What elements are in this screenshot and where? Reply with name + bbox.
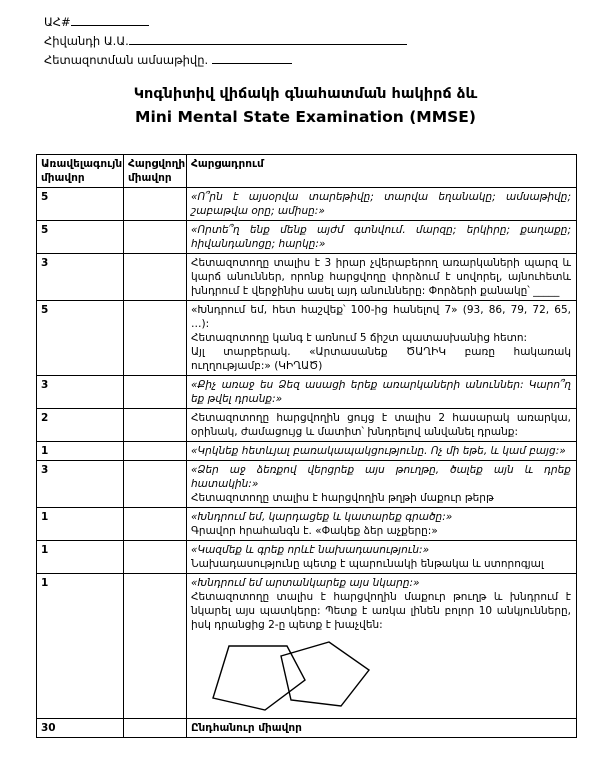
table-row xyxy=(37,221,577,254)
question-cell xyxy=(187,442,577,461)
patient-name-field[interactable] xyxy=(44,33,407,48)
patient-score-cell[interactable] xyxy=(124,254,187,301)
question-text: «Կազմեք և գրեք որևէ նախադասություն:» xyxy=(191,544,430,556)
question-text: Նախադասությունը պետք է պարունակի ենթակա և ստորոգյալ xyxy=(191,558,544,570)
patient-score-cell[interactable] xyxy=(124,461,187,508)
question-text: Հետազոտողը կանգ է առնում 5 ճիշտ պատասխանից հետո: xyxy=(191,332,528,344)
question-text: Գրավոր հրահանգն է. «Փակեք ձեր աչքերը:» xyxy=(191,525,438,537)
max-score-cell: 1 xyxy=(37,508,124,541)
column-header-question: Հարցադրում xyxy=(187,155,577,188)
question-cell xyxy=(187,376,577,409)
question-cell xyxy=(187,508,577,541)
table-row xyxy=(37,376,577,409)
patient-score-cell[interactable] xyxy=(124,376,187,409)
table-row xyxy=(37,254,577,301)
question-text: «Խնդրում եմ, կարդացեք և կատարեք գրածը:» xyxy=(191,511,453,523)
max-score-cell: 3 xyxy=(37,461,124,508)
question-cell xyxy=(187,574,577,719)
question-cell xyxy=(187,188,577,221)
table-row xyxy=(37,301,577,376)
patient-score-cell[interactable] xyxy=(124,301,187,376)
question-text: «Ձեր աջ ձեռքով վերցրեք այս թուղթը, ծալեք այն և դրեք հատակին:» xyxy=(191,464,571,490)
table-row xyxy=(37,574,577,719)
question-cell xyxy=(187,541,577,574)
pentagon-shape xyxy=(281,642,369,706)
patient-score-cell[interactable] xyxy=(124,188,187,221)
table-row xyxy=(37,409,577,442)
mmse-table xyxy=(36,154,577,738)
max-score-cell: 1 xyxy=(37,541,124,574)
question-text: «Խնդրում եմ, հետ հաշվեք՝ 100-ից հանելով 7» (93, 86, 79, 72, 65, …): xyxy=(191,304,571,330)
question-text: Հետազոտողը տալիս է հարցվողին թղթի մաքուր թերթ xyxy=(191,492,494,504)
patient-score-cell[interactable] xyxy=(124,541,187,574)
max-score-cell: 1 xyxy=(37,442,124,461)
total-patient-score-cell[interactable] xyxy=(124,719,187,738)
record-number-label: ԱՀ# xyxy=(44,15,71,29)
table-row xyxy=(37,461,577,508)
exam-date-field[interactable] xyxy=(44,52,292,67)
patient-score-cell[interactable] xyxy=(124,221,187,254)
question-text: «Ո՞րն է այսօրվա տարեթիվը; տարվա եղանակը; ամսաթիվը; շաբաթվա օրը; ամիսը:» xyxy=(191,191,571,217)
question-cell xyxy=(187,301,577,376)
table-row xyxy=(37,508,577,541)
max-score-cell: 5 xyxy=(37,188,124,221)
intersecting-pentagons-drawing xyxy=(201,636,371,716)
total-max-score: 30 xyxy=(37,719,124,738)
question-cell xyxy=(187,221,577,254)
exam-date-line[interactable] xyxy=(212,52,292,64)
record-number-field[interactable] xyxy=(44,14,149,29)
max-score-cell: 5 xyxy=(37,301,124,376)
question-text: «Կրկնեք հետևյալ բառակապակցությունը. Ոչ մի եթե, և կամ բայց:» xyxy=(191,445,566,457)
table-row xyxy=(37,541,577,574)
question-text: Հետազոտողը տալիս է 3 իրար չվերաբերող առարկաների պարզ և կարճ անուններ, որոնք հարցվողը փորձում է սովորել, այնուհետև խնդրում է վերջինիս ասել այդ անունները: Փորձերի քանակը՝ _____ xyxy=(191,257,571,297)
max-score-cell: 1 xyxy=(37,574,124,719)
question-text: «Որտե՞ղ ենք մենք այժմ գտնվում. մարզը; երկիրը; քաղաքը; հիվանդանոցը; հարկը:» xyxy=(191,224,571,250)
page-title-english: Mini Mental State Examination (MMSE) xyxy=(135,108,476,126)
column-header-patient-score: Հարցվողի միավոր xyxy=(124,155,187,188)
exam-date-label: Հետազոտման ամսաթիվը. xyxy=(44,53,209,67)
patient-score-cell[interactable] xyxy=(124,442,187,461)
question-cell xyxy=(187,409,577,442)
patient-name-line[interactable] xyxy=(129,33,407,45)
record-number-line[interactable] xyxy=(71,14,149,26)
patient-score-cell[interactable] xyxy=(124,508,187,541)
table-header-row xyxy=(37,155,577,188)
total-row xyxy=(37,719,577,738)
patient-name-label: Հիվանդի Ա.Ա. xyxy=(44,34,129,48)
patient-score-cell[interactable] xyxy=(124,409,187,442)
question-text: «Խնդրում եմ արտանկարեք այս նկարը:» xyxy=(191,577,420,589)
question-text: Հետազոտողը տալիս է հարցվողին մաքուր թուղթ և խնդրում է նկարել այս պատկերը: Պետք է առկա լինեն բոլոր 10 անկյունները, իսկ դրանցից 2-ը պետք է խաչվեն: xyxy=(191,591,571,631)
table-row xyxy=(37,442,577,461)
question-text: Այլ տարբերակ. «Արտասանեք ԾԱՂԻԿ բառը հակառակ ուղղությամբ:» (ԿԻՂԱԾ) xyxy=(191,346,571,372)
patient-score-cell[interactable] xyxy=(124,574,187,719)
max-score-cell: 3 xyxy=(37,376,124,409)
max-score-cell: 2 xyxy=(37,409,124,442)
max-score-cell: 3 xyxy=(37,254,124,301)
max-score-cell: 5 xyxy=(37,221,124,254)
column-header-max-score: Առավելագույն միավոր xyxy=(37,155,124,188)
question-text: Հետազոտողը հարցվողին ցույց է տալիս 2 հասարակ առարկա, օրինակ, ժամացույց և մատիտ՝ խնդրելով անվանել դրանք: xyxy=(191,412,571,438)
page-title-armenian: Կոգնիտիվ վիճակի գնահատման հակիրճ ձև xyxy=(133,86,478,102)
total-label: Ընդհանուր միավոր xyxy=(187,719,577,738)
table-row xyxy=(37,188,577,221)
question-text: «Քիչ առաջ ես Ձեզ ասացի երեք առարկաների անուններ: Կարո՞ղ եք թվել դրանք:» xyxy=(191,379,571,405)
question-cell xyxy=(187,254,577,301)
question-cell xyxy=(187,461,577,508)
